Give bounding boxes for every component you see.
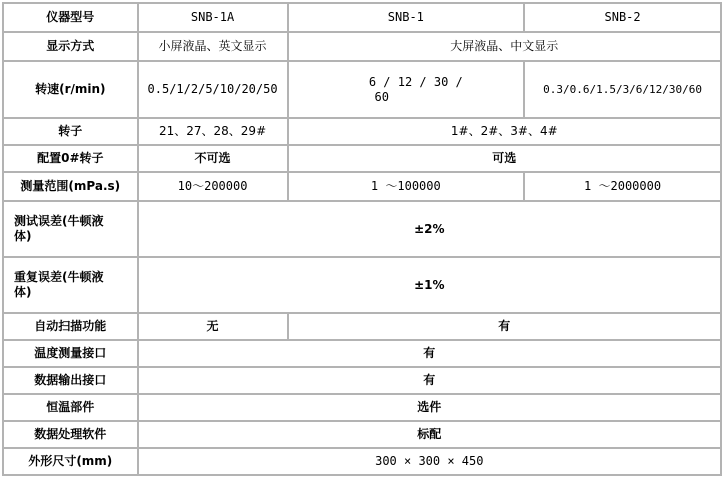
autoscan-snb-1-2: 有 bbox=[289, 314, 720, 339]
rotor-snb-1a: 21、27、28、29# bbox=[139, 119, 287, 144]
table-row-autoscan bbox=[4, 314, 720, 339]
test-error-value: ±2% bbox=[139, 202, 720, 256]
row-header-software: 数据处理软件 bbox=[4, 422, 137, 447]
table-row-temp-port bbox=[4, 341, 720, 366]
table-row-repeat-error bbox=[4, 258, 720, 312]
display-snb-1a: 小屏液晶、英文显示 bbox=[139, 33, 287, 60]
speed-snb-2: 0.3/0.6/1.5/3/6/12/30/60 bbox=[525, 62, 720, 117]
data-port-value: 有 bbox=[139, 368, 720, 393]
software-value: 标配 bbox=[139, 422, 720, 447]
table-row-rotor bbox=[4, 119, 720, 144]
speed-snb-1-line2: 60 bbox=[374, 89, 389, 104]
model-snb-1: SNB-1 bbox=[289, 4, 524, 31]
model-snb-2: SNB-2 bbox=[525, 4, 720, 31]
table-row-rotor0 bbox=[4, 146, 720, 171]
row-header-dimensions: 外形尺寸(mm) bbox=[4, 449, 137, 474]
test-error-label-line1: 测试误差(牛顿液 bbox=[14, 214, 104, 228]
speed-snb-1-line1: 6 / 12 / 30 / bbox=[368, 74, 463, 89]
table-row-data-port bbox=[4, 368, 720, 393]
row-header-rotor0: 配置0#转子 bbox=[4, 146, 137, 171]
temp-port-value: 有 bbox=[139, 341, 720, 366]
table-row-dimensions bbox=[4, 449, 720, 474]
test-error-label-line2: 体) bbox=[14, 229, 32, 243]
model-snb-1a: SNB-1A bbox=[139, 4, 287, 31]
spec-table-container bbox=[2, 2, 722, 476]
display-snb-1-2: 大屏液晶、中文显示 bbox=[289, 33, 720, 60]
row-header-rotor: 转子 bbox=[4, 119, 137, 144]
table-row-range bbox=[4, 173, 720, 200]
table-row-thermostat bbox=[4, 395, 720, 420]
row-header-display: 显示方式 bbox=[4, 33, 137, 60]
table-row-display bbox=[4, 33, 720, 60]
row-header-temp-port: 温度测量接口 bbox=[4, 341, 137, 366]
dimensions-value: 300 × 300 × 450 bbox=[139, 449, 720, 474]
range-snb-1: 1 ～100000 bbox=[289, 173, 524, 200]
row-header-test-error bbox=[4, 202, 137, 256]
table-row-test-error bbox=[4, 202, 720, 256]
rotor0-snb-1-2: 可选 bbox=[289, 146, 720, 171]
repeat-error-value: ±1% bbox=[139, 258, 720, 312]
row-header-repeat-error bbox=[4, 258, 137, 312]
row-header-range: 测量范围(mPa.s) bbox=[4, 173, 137, 200]
table-row-model bbox=[4, 4, 720, 31]
row-header-thermostat: 恒温部件 bbox=[4, 395, 137, 420]
speed-snb-1a: 0.5/1/2/5/10/20/50 bbox=[139, 62, 287, 117]
thermostat-value: 选件 bbox=[139, 395, 720, 420]
row-header-model: 仪器型号 bbox=[4, 4, 137, 31]
row-header-autoscan: 自动扫描功能 bbox=[4, 314, 137, 339]
speed-snb-1 bbox=[289, 62, 524, 117]
table-row-software bbox=[4, 422, 720, 447]
spec-table bbox=[2, 2, 722, 476]
range-snb-2: 1 ～2000000 bbox=[525, 173, 720, 200]
rotor0-snb-1a: 不可选 bbox=[139, 146, 287, 171]
table-row-speed bbox=[4, 62, 720, 117]
autoscan-snb-1a: 无 bbox=[139, 314, 287, 339]
row-header-data-port: 数据输出接口 bbox=[4, 368, 137, 393]
rotor-snb-1-2: 1#、2#、3#、4# bbox=[289, 119, 720, 144]
row-header-speed: 转速(r/min) bbox=[4, 62, 137, 117]
range-snb-1a: 10～200000 bbox=[139, 173, 287, 200]
repeat-error-label-line2: 体) bbox=[14, 285, 32, 299]
repeat-error-label-line1: 重复误差(牛顿液 bbox=[14, 270, 104, 284]
